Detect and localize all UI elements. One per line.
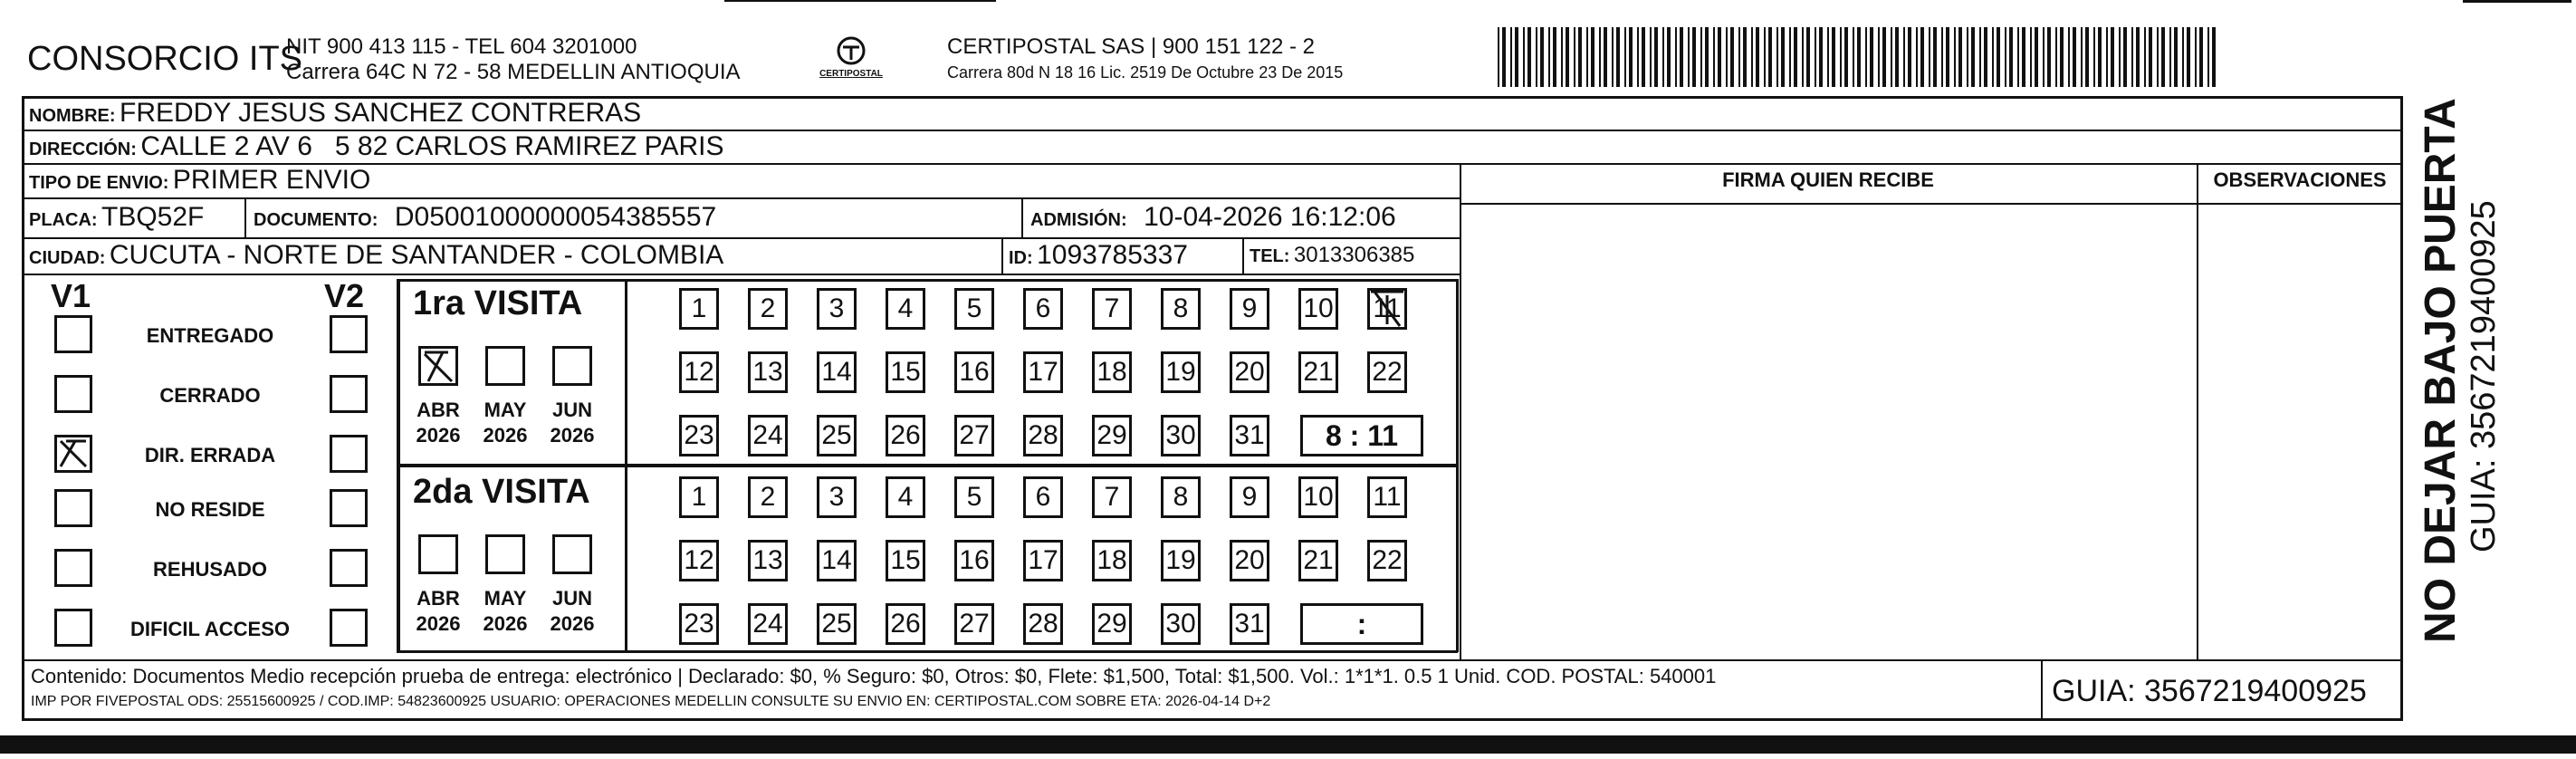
day-box[interactable]: 14 [817,351,857,393]
barcode-bar [1718,27,1721,87]
barcode-bar [2182,27,2184,87]
barcode-bar [2169,27,2171,87]
day-box[interactable]: 5 [954,476,994,518]
day-box[interactable]: 7 [1092,476,1132,518]
barcode-bar [1662,27,1664,87]
barcode-bar [1642,27,1645,87]
v1-checkbox[interactable] [54,315,92,353]
placa-value: TBQ52F [101,202,205,232]
barcode-bar [2060,27,2064,87]
day-box[interactable]: 28 [1023,415,1063,456]
day-box[interactable]: 31 [1230,603,1269,645]
barcode-bar [1498,27,1499,87]
tel-row [1250,237,1414,274]
barcode-bar [1997,27,2000,87]
admision-label: ADMISIÓN: [1030,210,1127,230]
barcode-bar [1548,27,1550,87]
day-box[interactable]: 23 [679,415,719,456]
barcode-bar [1776,27,1778,87]
day-mark-icon [1367,288,1407,330]
check-mark-icon [421,349,455,383]
barcode-bar [1870,27,1873,87]
barcode-bar [1882,27,1886,87]
day-box[interactable]: 4 [886,476,925,518]
day-box[interactable]: 30 [1161,415,1201,456]
day-box[interactable]: 22 [1367,351,1407,393]
day-box[interactable]: 2 [748,476,788,518]
barcode-bar [2174,27,2178,87]
no-dejar-bajo-puerta: NO DEJAR BAJO PUERTA [2417,98,2465,643]
day-box[interactable]: 25 [817,603,857,645]
barcode-bar [1561,27,1563,87]
nombre-value: FREDDY JESUS SANCHEZ CONTRERAS [120,98,642,128]
barcode-bar [1536,27,1537,87]
documento-row [254,197,716,237]
nombre-row [29,96,641,130]
admision-value: 10-04-2026 16:12:06 [1144,202,1396,232]
barcode-bar [2098,27,2102,87]
barcode-bar [2131,27,2133,87]
col-divider [1460,163,1461,659]
certipostal-info: CERTIPOSTAL SAS | 900 151 122 - 2 [947,34,1315,59]
barcode-bar [1819,27,1823,87]
certipostal-logo-icon [815,33,887,87]
tipo-label: TIPO DE ENVIO: [29,173,169,193]
barcode-bar [1857,27,1861,87]
barcode-bar [1667,27,1671,87]
status-label: ENTREGADO [146,324,274,347]
barcode-bar [2161,27,2165,87]
day-box[interactable]: 8 [1161,476,1201,518]
barcode-bar [1692,27,1696,87]
barcode-bar [2195,27,2197,87]
day-box[interactable]: 20 [1230,351,1269,393]
barcode-bar [2055,27,2057,87]
barcode-bar [1992,27,1994,87]
tel-value: 3013306385 [1293,243,1415,267]
barcode-bar [1713,27,1715,87]
barcode-bar [1527,27,1531,87]
v2-checkbox[interactable] [330,375,368,413]
day-box[interactable]: 9 [1230,476,1269,518]
footer-imp: IMP POR FIVEPOSTAL ODS: 25515600925 / COD.IMP: 54823600925 USUARIO: OPERACIONES MEDELLIN CONSULTE SU ENVIO EN: CERTIPOSTAL.COM SOBRE ETA: 2026-04-14 D+2 [31,694,1271,709]
barcode-bar [1979,27,1981,87]
month-checkbox[interactable] [485,346,525,386]
day-box[interactable]: 15 [886,540,925,581]
visit2-title: 2da VISITA [413,473,590,511]
row-divider [22,659,2403,661]
day-box[interactable]: 1 [679,476,719,518]
barcode-bar [2068,27,2070,87]
barcode-bar [1578,27,1582,87]
v1-checkbox[interactable] [54,609,92,647]
day-box[interactable]: 26 [886,603,925,645]
day-box[interactable]: 13 [748,540,788,581]
admision-row [1030,197,1396,237]
v2-label: V2 [324,277,365,314]
barcode-bar [2149,27,2152,87]
day-box[interactable]: 29 [1092,603,1132,645]
day-box[interactable]: 3 [817,476,857,518]
company-name: CONSORCIO ITS [27,40,303,78]
barcode-bar [1599,27,1601,87]
tipo-row [29,163,370,197]
barcode-bar [1510,27,1512,87]
status-label: CERRADO [159,384,261,407]
top-border-fragment [724,0,996,2]
day-box[interactable]: 27 [954,415,994,456]
status-label: DIR. ERRADA [144,444,276,466]
v2-checkbox[interactable] [330,489,368,527]
barcode-bar [2085,27,2089,87]
barcode-bar [1743,27,1747,87]
certipostal-license: Carrera 80d N 18 16 Lic. 2519 De Octubre 23 De 2015 [947,63,1344,82]
year-label: 2026 [483,612,528,635]
day-box[interactable]: 12 [679,351,719,393]
barcode-bar [2093,27,2095,87]
month-label: ABR [417,399,460,421]
barcode-bar [1515,27,1518,87]
time-box[interactable]: 8 : 11 [1300,415,1423,456]
barcode-bar [1688,27,1690,87]
bottom-border [0,735,2576,754]
logo-text: CERTIPOSTAL [819,69,883,79]
day-box[interactable]: 26 [886,415,925,456]
day-box[interactable]: 21 [1298,540,1338,581]
ciudad-row [29,237,723,274]
barcode-bar [1916,27,1918,87]
day-box[interactable]: 1 [679,288,719,330]
barcode-bar [1616,27,1620,87]
v1-checkbox[interactable] [54,435,92,473]
day-box[interactable]: 21 [1298,351,1338,393]
year-label: 2026 [550,424,595,447]
day-box[interactable]: 15 [886,351,925,393]
day-box[interactable]: 31 [1230,415,1269,456]
observaciones-header: OBSERVACIONES [2213,168,2387,191]
barcode-bar [1781,27,1785,87]
barcode [1498,27,2222,91]
barcode-bar [2081,27,2083,87]
v1-checkbox[interactable] [54,549,92,587]
year-label: 2026 [550,612,595,635]
barcode-bar [1586,27,1588,87]
barcode-bar [1726,27,1728,87]
company-address: Carrera 64C N 72 - 58 MEDELLIN ANTIOQUIA [286,60,741,84]
day-box[interactable]: 17 [1023,540,1063,581]
barcode-bar [1654,27,1658,87]
status-label: NO RESIDE [155,498,265,521]
visit-divider [397,650,1458,653]
barcode-bar [1680,27,1683,87]
barcode-bar [1637,27,1639,87]
day-box[interactable]: 20 [1230,540,1269,581]
barcode-bar [1756,27,1759,87]
month-checkbox[interactable] [418,346,458,386]
firma-header: FIRMA QUIEN RECIBE [1722,168,1934,191]
visit-divider [397,279,1458,282]
day-box[interactable]: 19 [1161,540,1201,581]
nombre-label: NOMBRE: [29,106,116,126]
day-box[interactable]: 3 [817,288,857,330]
barcode-bar [1705,27,1709,87]
documento-label: DOCUMENTO: [254,210,378,230]
month-label: JUN [551,399,592,421]
day-box[interactable]: 18 [1092,351,1132,393]
v1-label: V1 [51,277,91,314]
barcode-bar [1971,27,1975,87]
day-box[interactable]: 8 [1161,288,1201,330]
day-box[interactable]: 27 [954,603,994,645]
month-label: JUN [551,587,592,610]
year-label: 2026 [483,424,528,447]
day-box[interactable]: 23 [679,603,719,645]
barcode-bar [1553,27,1556,87]
day-box[interactable]: 6 [1023,288,1063,330]
day-box[interactable]: 14 [817,540,857,581]
footer-guia: GUIA: 3567219400925 [2052,674,2367,708]
placa-row [29,197,204,237]
day-box[interactable]: 2 [748,288,788,330]
barcode-bar [1629,27,1633,87]
barcode-bar [1566,27,1569,87]
status-label: DIFICIL ACCESO [129,618,290,640]
direccion-label: DIRECCIÓN: [29,139,137,159]
barcode-bar [1768,27,1772,87]
barcode-bar [1730,27,1734,87]
tel-label: TEL: [1250,246,1290,266]
barcode-bar [2212,27,2216,87]
id-label: ID: [1009,248,1033,268]
col-divider [1242,237,1244,274]
month-label: MAY [484,399,527,421]
v2-checkbox[interactable] [330,609,368,647]
month-label: ABR [417,587,460,610]
barcode-bar [2047,27,2051,87]
barcode-bar [1675,27,1677,87]
visit1-title: 1ra VISITA [413,284,583,322]
barcode-bar [1751,27,1753,87]
barcode-bar [2207,27,2209,87]
day-box[interactable]: 25 [817,415,857,456]
day-box[interactable]: 4 [886,288,925,330]
barcode-bar [1958,27,1962,87]
visit-divider [397,464,1458,467]
day-box[interactable]: 13 [748,351,788,393]
barcode-bar [2157,27,2159,87]
barcode-bar [1903,27,1905,87]
barcode-bar [1908,27,1911,87]
col-divider [2197,163,2198,659]
row-divider [22,274,1461,275]
time-box[interactable]: : [1300,603,1423,645]
day-box[interactable]: 28 [1023,603,1063,645]
barcode-bar [1815,27,1816,87]
barcode-bar [2073,27,2076,87]
year-label: 2026 [416,612,461,635]
day-box[interactable]: 5 [954,288,994,330]
barcode-bar [1650,27,1652,87]
month-checkbox[interactable] [552,534,592,574]
direccion-value: CALLE 2 AV 6 5 82 CARLOS RAMIREZ PARIS [140,131,724,161]
day-box[interactable]: 30 [1161,603,1201,645]
barcode-bar [1920,27,1924,87]
status-label: REHUSADO [153,558,267,581]
day-box[interactable]: 16 [954,540,994,581]
barcode-bar [2199,27,2203,87]
day-box[interactable]: 11 [1367,476,1407,518]
placa-label: PLACA: [29,210,98,230]
day-box[interactable]: 18 [1092,540,1132,581]
barcode-bar [2022,27,2025,87]
day-box[interactable]: 9 [1230,288,1269,330]
day-box[interactable]: 11 [1367,288,1407,330]
barcode-bar [2106,27,2108,87]
barcode-bar [1802,27,1804,87]
footer-divider [2041,659,2043,719]
v2-checkbox[interactable] [330,315,368,353]
barcode-bar [1878,27,1880,87]
barcode-bar [2035,27,2038,87]
barcode-bar [1827,27,1829,87]
barcode-bar [1789,27,1791,87]
barcode-bar [1738,27,1740,87]
barcode-bar [2043,27,2045,87]
barcode-bar [2030,27,2032,87]
ciudad-value: CUCUTA - NORTE DE SANTANDER - COLOMBIA [109,240,724,270]
day-box[interactable]: 24 [748,603,788,645]
barcode-bar [1540,27,1544,87]
day-box[interactable]: 7 [1092,288,1132,330]
barcode-bar [1604,27,1607,87]
barcode-bar [2111,27,2114,87]
barcode-bar [1832,27,1835,87]
barcode-bar [1700,27,1702,87]
barcode-bar [2009,27,2013,87]
col-divider [1021,197,1023,237]
barcode-bar [1895,27,1899,87]
certipostal-logo [815,33,887,87]
barcode-bar [1941,27,1943,87]
barcode-bar [2119,27,2121,87]
barcode-bar [1794,27,1797,87]
col-divider [1001,237,1003,274]
v2-checkbox[interactable] [330,549,368,587]
barcode-bar [2144,27,2146,87]
barcode-bar [2017,27,2019,87]
day-box[interactable]: 24 [748,415,788,456]
id-value: 1093785337 [1037,240,1188,270]
top-border-fragment-right [2463,0,2571,3]
day-box[interactable]: 16 [954,351,994,393]
year-label: 2026 [416,424,461,447]
day-box[interactable]: 19 [1161,351,1201,393]
company-nit: NIT 900 413 115 - TEL 604 3201000 [286,34,637,59]
day-box[interactable]: 22 [1367,540,1407,581]
v2-checkbox[interactable] [330,435,368,473]
barcode-bar [1946,27,1949,87]
month-checkbox[interactable] [552,346,592,386]
barcode-bar [1840,27,1842,87]
v1-checkbox[interactable] [54,489,92,527]
barcode-bar [1954,27,1956,87]
barcode-bar [1891,27,1892,87]
row-divider [22,163,2403,165]
barcode-bar [1967,27,1968,87]
id-row [1009,237,1188,274]
barcode-bar [2187,27,2190,87]
month-checkbox[interactable] [485,534,525,574]
barcode-bar [1929,27,1930,87]
visit-divider [625,279,627,652]
barcode-bar [1844,27,1848,87]
barcode-bar [2123,27,2127,87]
barcode-bar [1523,27,1525,87]
day-box[interactable]: 17 [1023,351,1063,393]
barcode-bar [1612,27,1614,87]
barcode-bar [1806,27,1810,87]
side-guia: GUIA: 3567219400925 [2465,200,2503,552]
barcode-bar [2005,27,2006,87]
day-box[interactable]: 12 [679,540,719,581]
check-mark-icon [57,437,90,470]
barcode-bar [1984,27,1987,87]
row-divider [1461,203,2403,205]
barcode-bar [1502,27,1506,87]
col-divider [244,197,246,237]
barcode-bar [1591,27,1594,87]
barcode-bar [1574,27,1575,87]
barcode-bar [1624,27,1626,87]
v1-checkbox[interactable] [54,375,92,413]
month-checkbox[interactable] [418,534,458,574]
documento-value: D05001000000054385557 [394,202,717,232]
barcode-bar [1865,27,1867,87]
barcode-bar [2136,27,2140,87]
day-box[interactable]: 10 [1298,288,1338,330]
barcode-bar [1764,27,1766,87]
barcode-bar [1933,27,1937,87]
ciudad-label: CIUDAD: [29,248,106,268]
barcode-bar [1853,27,1854,87]
day-box[interactable]: 6 [1023,476,1063,518]
tipo-value: PRIMER ENVIO [172,165,371,195]
visit-divider [1456,279,1459,652]
day-box[interactable]: 29 [1092,415,1132,456]
direccion-row [29,130,723,163]
day-box[interactable]: 10 [1298,476,1338,518]
footer-contenido: Contenido: Documentos Medio recepción prueba de entrega: electrónico | Declarado: $0, % Seguro: $0, Otros: $0, Flete: $1,500, Total: $1,500. Vol.: 1*1*1. 0.5 1 Unid. COD. POSTAL: 540001 [31,665,1717,687]
month-label: MAY [484,587,527,610]
